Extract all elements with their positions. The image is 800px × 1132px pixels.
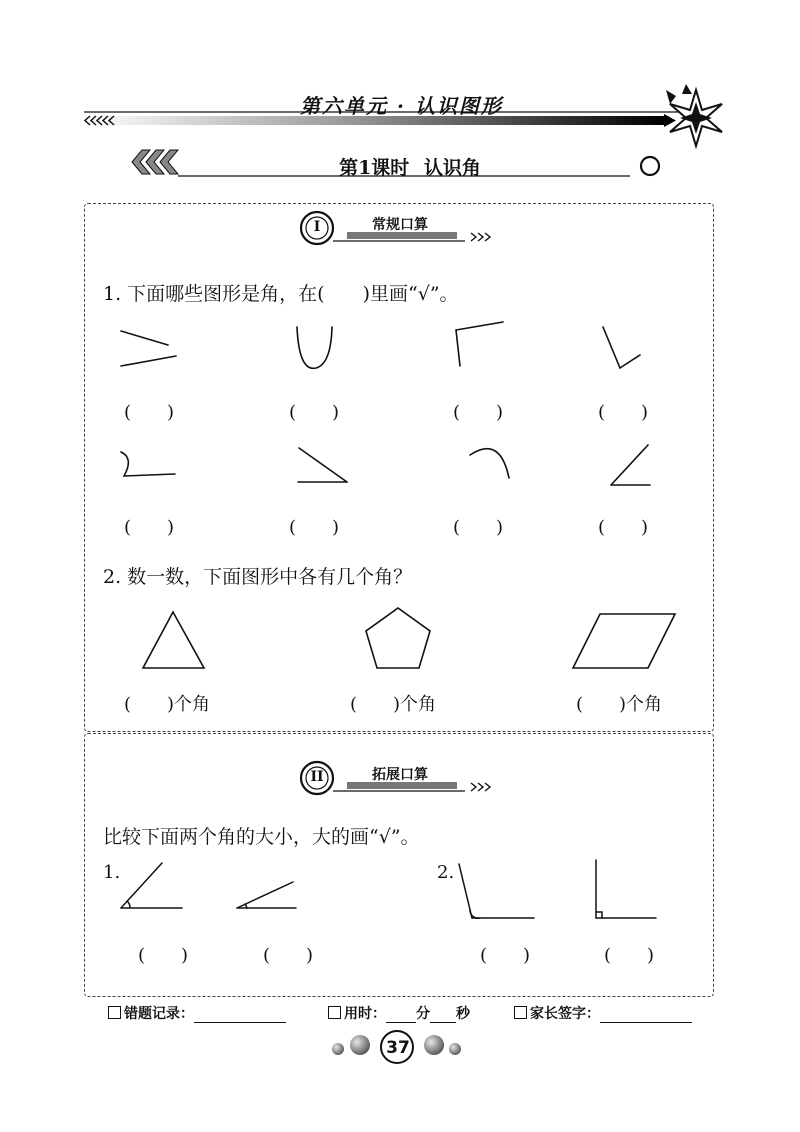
q2-answer-triangle[interactable]: ( )个角 — [124, 694, 211, 715]
figure-two-separate-lines — [121, 331, 176, 366]
figure-open-angle-1 — [456, 322, 503, 366]
q1-answer-5[interactable]: ( ) — [124, 517, 175, 538]
parent-sign — [514, 1003, 692, 1023]
section-2-prompt: 比较下面两个角的大小，大的画“√”。 — [103, 826, 420, 848]
compare-answer-1b[interactable]: ( ) — [263, 945, 314, 966]
minutes-unit: 分 — [416, 1006, 430, 1022]
q2-prompt: 2. 数一数，下面图形中各有几个角？ — [103, 566, 413, 588]
parent-sign-label: 家长签字： — [530, 1006, 600, 1022]
q1-answer-6[interactable]: ( ) — [289, 517, 340, 538]
q1-answer-4[interactable]: ( ) — [598, 402, 649, 423]
triangle-shape — [143, 612, 204, 668]
q1-figures — [0, 0, 800, 500]
q1-answer-3[interactable]: ( ) — [453, 402, 504, 423]
parent-sign-checkbox[interactable] — [514, 1006, 527, 1019]
q1-answer-8[interactable]: ( ) — [598, 517, 649, 538]
section-1-numeral: I — [313, 219, 321, 235]
section-1-label: 常规口算 — [372, 217, 428, 233]
time-used — [328, 1003, 470, 1023]
parallelogram-shape — [573, 614, 675, 668]
mistakes-record — [108, 1003, 286, 1023]
compare-answer-2a[interactable]: ( ) — [480, 945, 531, 966]
seconds-line[interactable] — [430, 1008, 456, 1023]
lesson-name: 认识角 — [423, 157, 481, 179]
figure-curve-with-line — [121, 452, 175, 476]
seconds-unit: 秒 — [456, 1006, 470, 1022]
angle-2a — [459, 864, 534, 918]
figure-angle-3 — [298, 448, 347, 482]
q2-answer-parallelogram[interactable]: ( )个角 — [576, 694, 663, 715]
q2-answer-pentagon[interactable]: ( )个角 — [350, 694, 437, 715]
angle-2b — [596, 860, 656, 918]
minutes-line[interactable] — [386, 1008, 416, 1023]
compare-answer-2b[interactable]: ( ) — [604, 945, 655, 966]
pentagon-shape — [366, 608, 430, 668]
compare-answer-1a[interactable]: ( ) — [138, 945, 189, 966]
angle-1a — [121, 863, 182, 908]
compare-angles — [0, 850, 800, 930]
page-number: 37 — [386, 1038, 410, 1058]
compare-item-1-label: 1. — [103, 862, 121, 883]
section-2-label: 拓展口算 — [372, 767, 428, 783]
mistakes-checkbox[interactable] — [108, 1006, 121, 1019]
parent-sign-line[interactable] — [600, 1008, 692, 1023]
figure-u-curve — [297, 327, 332, 368]
angle-1b — [237, 882, 296, 908]
mistakes-label: 错题记录： — [124, 1006, 194, 1022]
figure-arc — [470, 449, 509, 478]
figure-angle-4 — [611, 445, 650, 485]
time-checkbox[interactable] — [328, 1006, 341, 1019]
q1-prompt: 1. 下面哪些图形是角，在( )里画“√”。 — [103, 283, 459, 305]
lesson-number: 第1课时 — [339, 157, 410, 179]
time-label: 用时： — [344, 1006, 386, 1022]
q1-answer-7[interactable]: ( ) — [453, 517, 504, 538]
mistakes-line[interactable] — [194, 1008, 286, 1023]
figure-angle-2 — [603, 327, 640, 368]
section-2-numeral: II — [310, 769, 324, 785]
unit-title: 第六单元 · 认识图形 — [300, 94, 503, 118]
compare-item-2-label: 2. — [437, 862, 455, 883]
q1-answer-1[interactable]: ( ) — [124, 402, 175, 423]
q1-answer-2[interactable]: ( ) — [289, 402, 340, 423]
q2-shapes — [0, 580, 800, 700]
